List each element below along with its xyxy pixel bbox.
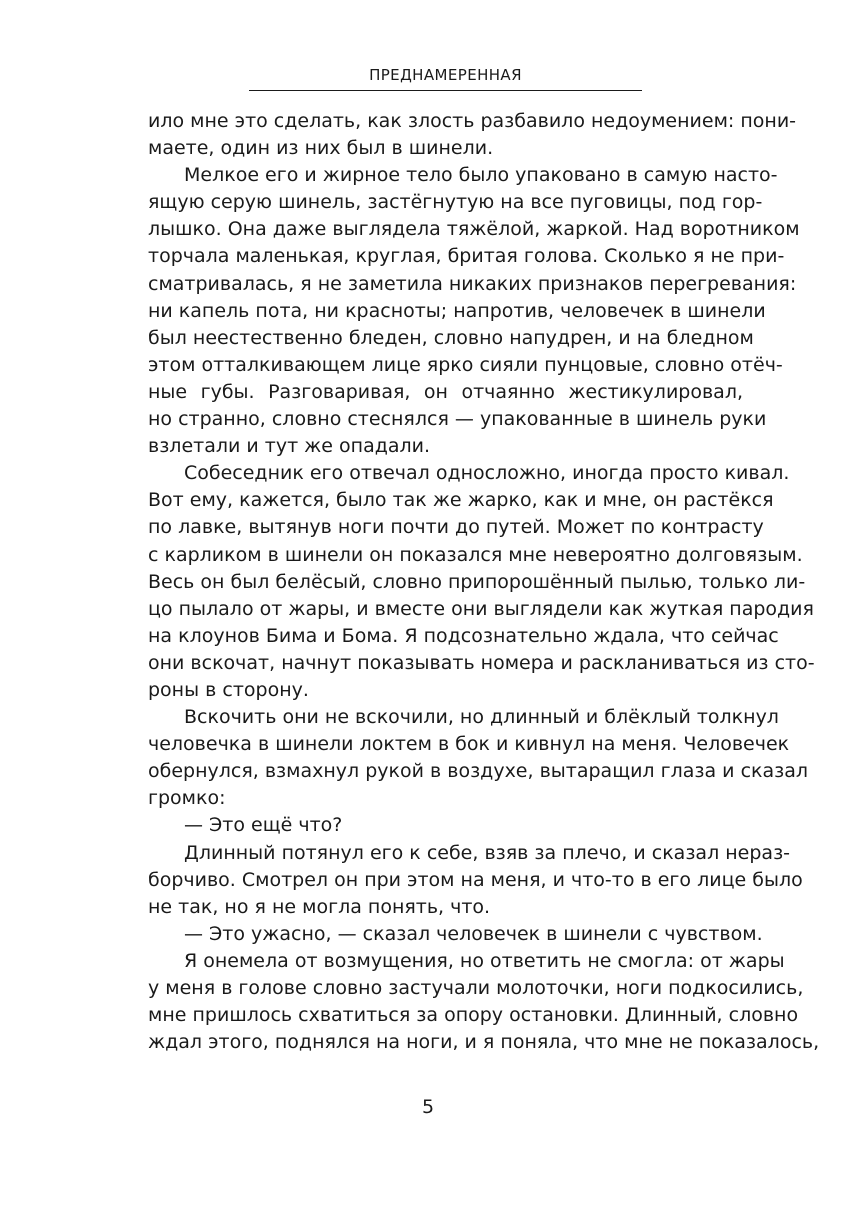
text-line: с карликом в шинели он показался мне невероятно долговязым.: [148, 543, 803, 566]
header-rule: [249, 90, 642, 91]
text-line: ни капель пота, ни красноты; напротив, человечек в шинели: [148, 299, 766, 322]
text-line: Я онемела от возмущения, но ответить не смогла: от жары: [184, 949, 785, 972]
text-line: у меня в голове словно застучали молоточки, ноги подкосились,: [148, 977, 804, 999]
text-line: Весь он был белёсый, словно припорошённый пылью, только ли-: [148, 570, 806, 593]
text-line: мне пришлось схватиться за опору остановки. Длинный, словно: [148, 1004, 799, 1027]
text-line: на клоунов Бима и Бома. Я подсознательно ждала, что сейчас: [148, 624, 779, 647]
text-line: по лавке, вытянув ноги почти до путей. Может по контрасту: [148, 516, 764, 539]
text-line: Собеседник его отвечал односложно, иногда просто кивал.: [184, 462, 790, 485]
text-line: Вот ему, кажется, было так же жарко, как и мне, он растёкся: [148, 489, 774, 512]
text-line: ящую серую шинель, застёгнутую на все пуговицы, под гор-: [148, 191, 763, 214]
text-line: но странно, словно стеснялся — упакованные в шинель руки: [148, 408, 767, 431]
text-line: ило мне это сделать, как злость разбавило недоумением: пони-: [148, 110, 797, 132]
text-line: этом отталкивающем лице ярко сияли пунцовые, словно отёч-: [148, 353, 783, 376]
text-line: цо пылало от жары, и вместе они выглядели как жуткая пародия: [148, 597, 814, 620]
text-line: борчиво. Смотрел он при этом на меня, и что-то в его лице было: [148, 868, 803, 891]
text-line: ные губы. Разговаривая, он отчаянно жестикулировал,: [148, 380, 743, 403]
running-head: ПРЕДНАМЕРЕННАЯ: [369, 66, 522, 84]
body-text: [148, 108, 820, 1056]
text-line: ждал этого, поднялся на ноги, и я поняла, что мне не показалось,: [148, 1031, 820, 1054]
text-line: был неестественно бледен, словно напудрен, и на бледном: [148, 326, 754, 349]
text-line: Мелкое его и жирное тело было упаковано в самую насто-: [184, 164, 778, 187]
text-line: обернулся, взмахнул рукой в воздухе, вытаращил глаза и сказал: [148, 760, 809, 783]
text-line: роны в сторону.: [148, 678, 309, 701]
text-line: сматривалась, я не заметила никаких признаков перегревания:: [148, 272, 797, 295]
page-number: 5: [421, 1096, 435, 1118]
text-line: они вскочат, начнут показывать номера и раскланиваться из сто-: [148, 651, 815, 674]
text-line: Длинный потянул его к себе, взяв за плечо, и сказал нераз-: [184, 841, 791, 864]
text-line: — Это ещё что?: [184, 814, 343, 837]
text-line: лышко. Она даже выглядела тяжёлой, жаркой. Над воротником: [148, 218, 800, 241]
text-line: взлетали и тут же опадали.: [148, 435, 431, 458]
text-line: человечка в шинели локтем в бок и кивнул на меня. Человечек: [148, 733, 790, 756]
text-line: не так, но я не могла понять, что.: [148, 895, 491, 918]
text-line: Вскочить они не вскочили, но длинный и блёклый толкнул: [184, 706, 779, 729]
text-line: торчала маленькая, круглая, бритая голова. Сколько я не при-: [148, 245, 785, 268]
text-line: громко:: [148, 787, 226, 810]
text-line: маете, один из них был в шинели.: [148, 137, 494, 160]
text-line: — Это ужасно, — сказал человечек в шинели с чувством.: [184, 922, 763, 945]
